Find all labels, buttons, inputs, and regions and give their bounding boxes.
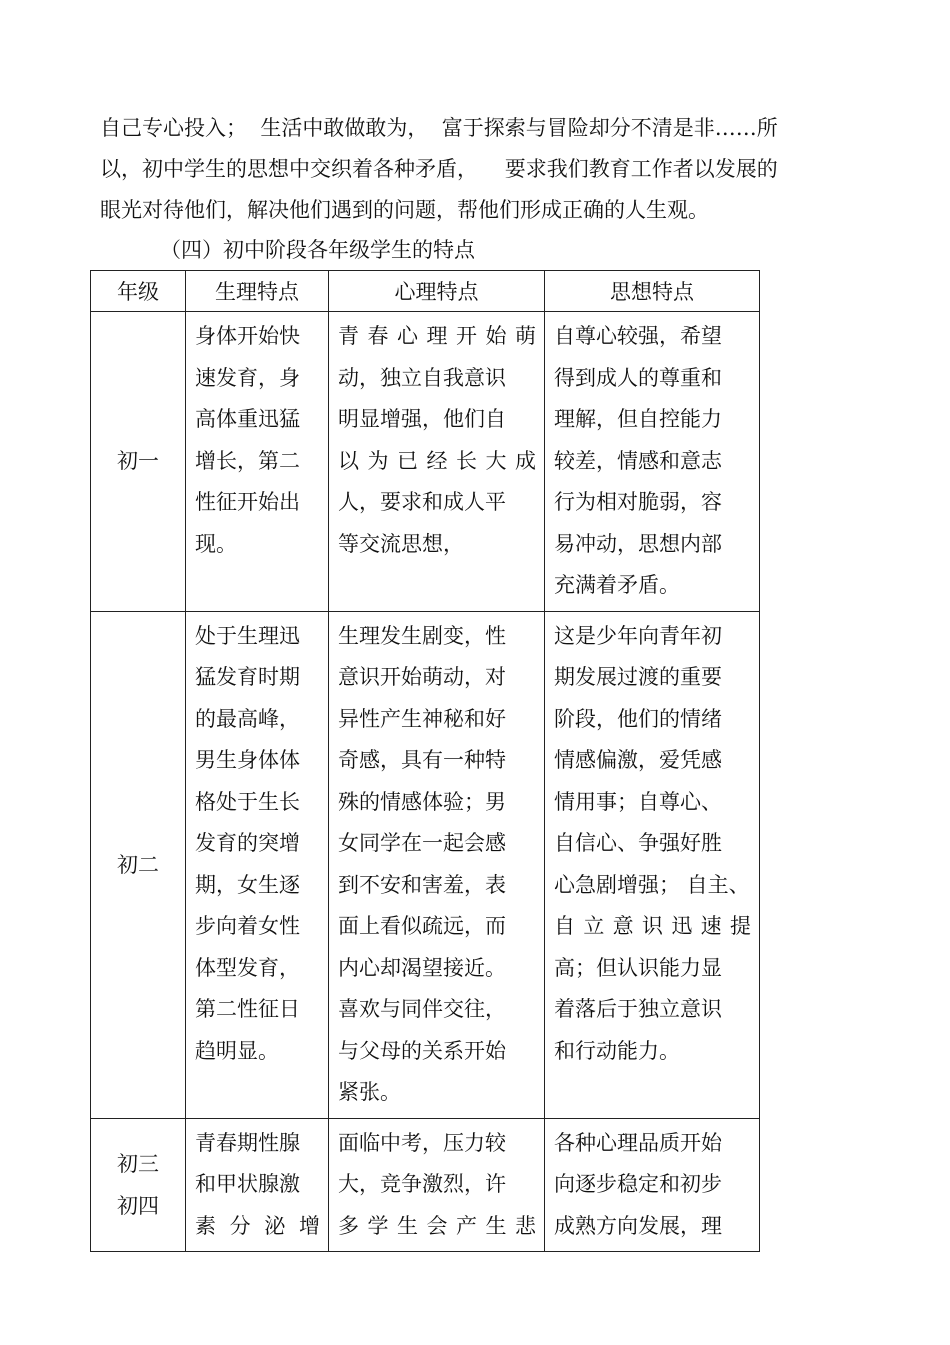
thought-cell bbox=[545, 611, 760, 1118]
psychology-text-line: 与父母的关系开始 bbox=[338, 1038, 506, 1063]
thought-text-line: 行为相对脆弱，容 bbox=[554, 490, 722, 514]
thought-text-line: 自 立 意 识 迅 速 提 bbox=[554, 914, 751, 938]
psychology-text-line: 喜欢与同伴交往， bbox=[338, 997, 506, 1021]
psychology-text-line: 内心却渴望接近。 bbox=[338, 955, 506, 980]
psychology-cell bbox=[329, 611, 545, 1118]
physiology-text-line: 格处于生长 bbox=[195, 789, 300, 814]
header-psychology: 心理特点 bbox=[329, 271, 545, 312]
grade-characteristics-table bbox=[90, 270, 760, 1252]
grade-label: 初二 bbox=[117, 852, 159, 877]
grade-cell bbox=[91, 611, 186, 1118]
header-physiology: 生理特点 bbox=[186, 271, 329, 312]
physiology-text-line: 现。 bbox=[195, 531, 237, 556]
table-row bbox=[91, 611, 760, 1118]
physiology-text-line: 处于生理迅 bbox=[195, 623, 300, 648]
grade-label: 初一 bbox=[117, 449, 159, 474]
psychology-cell bbox=[329, 312, 545, 612]
physiology-text-line: 第二性征日 bbox=[195, 997, 300, 1021]
physiology-text-line: 青春期性腺 bbox=[195, 1130, 300, 1155]
physiology-text-line: 增长，第二 bbox=[195, 448, 300, 473]
thought-text-line: 成熟方向发展，理 bbox=[554, 1213, 722, 1238]
thought-cell bbox=[545, 312, 760, 612]
psychology-text-line: 动，独立自我意识 bbox=[338, 365, 506, 390]
thought-text-line: 向逐步稳定和初步 bbox=[554, 1172, 722, 1196]
thought-text-line: 着落后于独立意识 bbox=[554, 997, 722, 1021]
physiology-text-line: 身体开始快 bbox=[195, 324, 300, 348]
physiology-text-line: 性征开始出 bbox=[195, 490, 300, 514]
physiology-cell bbox=[186, 1118, 329, 1252]
table-row bbox=[91, 312, 760, 612]
table-header-row bbox=[91, 271, 760, 312]
thought-text-line: 自尊心较强，希望 bbox=[554, 324, 722, 348]
physiology-text-line: 速发育，身 bbox=[195, 365, 300, 390]
paragraph-line: 自己专心投入； 生活中敢做敢为， 富于探索与冒险却分不清是非……所 bbox=[100, 116, 778, 140]
physiology-text-line: 和甲状腺激 bbox=[195, 1172, 300, 1196]
psychology-text-line: 多 学 生 会 产 生 悲 bbox=[338, 1213, 536, 1238]
physiology-cell bbox=[186, 611, 329, 1118]
paragraph-line: 眼光对待他们，解决他们遇到的问题，帮他们形成正确的人生观。 bbox=[100, 198, 709, 222]
psychology-text-line: 殊的情感体验；男 bbox=[338, 789, 506, 814]
physiology-text-line: 猛发育时期 bbox=[195, 665, 300, 689]
thought-cell bbox=[545, 1118, 760, 1252]
psychology-text-line: 意识开始萌动，对 bbox=[338, 665, 506, 689]
psychology-text-line: 面上看似疏远，而 bbox=[338, 914, 506, 938]
physiology-text-line: 体型发育， bbox=[195, 955, 300, 980]
psychology-text-line: 人，要求和成人平 bbox=[338, 490, 506, 514]
physiology-text-line: 男生身体体 bbox=[195, 748, 300, 772]
psychology-text-line: 明显增强，他们自 bbox=[338, 407, 506, 431]
section-heading: （四）初中阶段各年级学生的特点 bbox=[160, 238, 475, 262]
thought-text-line: 这是少年向青年初 bbox=[554, 623, 722, 648]
thought-text-line: 理解，但自控能力 bbox=[554, 407, 722, 431]
physiology-text-line: 步向着女性 bbox=[195, 914, 300, 938]
table-row bbox=[91, 1118, 760, 1252]
thought-text-line: 期发展过渡的重要 bbox=[554, 665, 722, 689]
thought-text-line: 情用事；自尊心、 bbox=[554, 789, 722, 814]
thought-text-line: 得到成人的尊重和 bbox=[554, 365, 722, 390]
psychology-text-line: 紧张。 bbox=[338, 1080, 401, 1104]
thought-text-line: 高；但认识能力显 bbox=[554, 955, 722, 980]
grade-cell bbox=[91, 312, 186, 612]
psychology-text-line: 等交流思想， bbox=[338, 531, 464, 556]
thought-text-line: 自信心、争强好胜 bbox=[554, 831, 722, 855]
psychology-text-line: 奇感，具有一种特 bbox=[338, 748, 506, 772]
grade-label: 初四 bbox=[117, 1193, 159, 1218]
physiology-cell bbox=[186, 312, 329, 612]
thought-text-line: 心急剧增强； 自主、 bbox=[554, 872, 750, 897]
psychology-text-line: 生理发生剧变，性 bbox=[338, 623, 506, 648]
thought-text-line: 易冲动，思想内部 bbox=[554, 531, 722, 556]
psychology-text-line: 异性产生神秘和好 bbox=[338, 706, 506, 731]
psychology-text-line: 面临中考，压力较 bbox=[338, 1130, 506, 1155]
physiology-text-line: 发育的突增 bbox=[195, 831, 300, 855]
intro-paragraph bbox=[100, 108, 820, 231]
paragraph-line: 以，初中学生的思想中交织着各种矛盾， 要求我们教育工作者以发展的 bbox=[100, 157, 778, 181]
header-grade: 年级 bbox=[91, 271, 186, 312]
thought-text-line: 阶段，他们的情绪 bbox=[554, 706, 722, 731]
physiology-text-line: 素 分 泌 增 bbox=[195, 1213, 320, 1238]
grade-cell bbox=[91, 1118, 186, 1252]
psychology-text-line: 大，竞争激烈，许 bbox=[338, 1172, 506, 1196]
psychology-text-line: 女同学在一起会感 bbox=[338, 831, 506, 855]
thought-text-line: 较差，情感和意志 bbox=[554, 448, 722, 473]
grade-label: 初三 bbox=[117, 1151, 159, 1176]
thought-text-line: 各种心理品质开始 bbox=[554, 1130, 722, 1155]
header-thought: 思想特点 bbox=[545, 271, 760, 312]
physiology-text-line: 趋明显。 bbox=[195, 1038, 279, 1063]
thought-text-line: 充满着矛盾。 bbox=[554, 573, 680, 597]
physiology-text-line: 的最高峰， bbox=[195, 706, 300, 731]
psychology-text-line: 青 春 心 理 开 始 萌 bbox=[338, 324, 536, 348]
psychology-text-line: 到不安和害羞，表 bbox=[338, 872, 506, 897]
psychology-text-line: 以 为 已 经 长 大 成 bbox=[338, 448, 536, 473]
physiology-text-line: 期，女生逐 bbox=[195, 872, 300, 897]
physiology-text-line: 高体重迅猛 bbox=[195, 407, 300, 431]
thought-text-line: 情感偏激，爱凭感 bbox=[554, 748, 722, 772]
thought-text-line: 和行动能力。 bbox=[554, 1038, 680, 1063]
psychology-cell bbox=[329, 1118, 545, 1252]
